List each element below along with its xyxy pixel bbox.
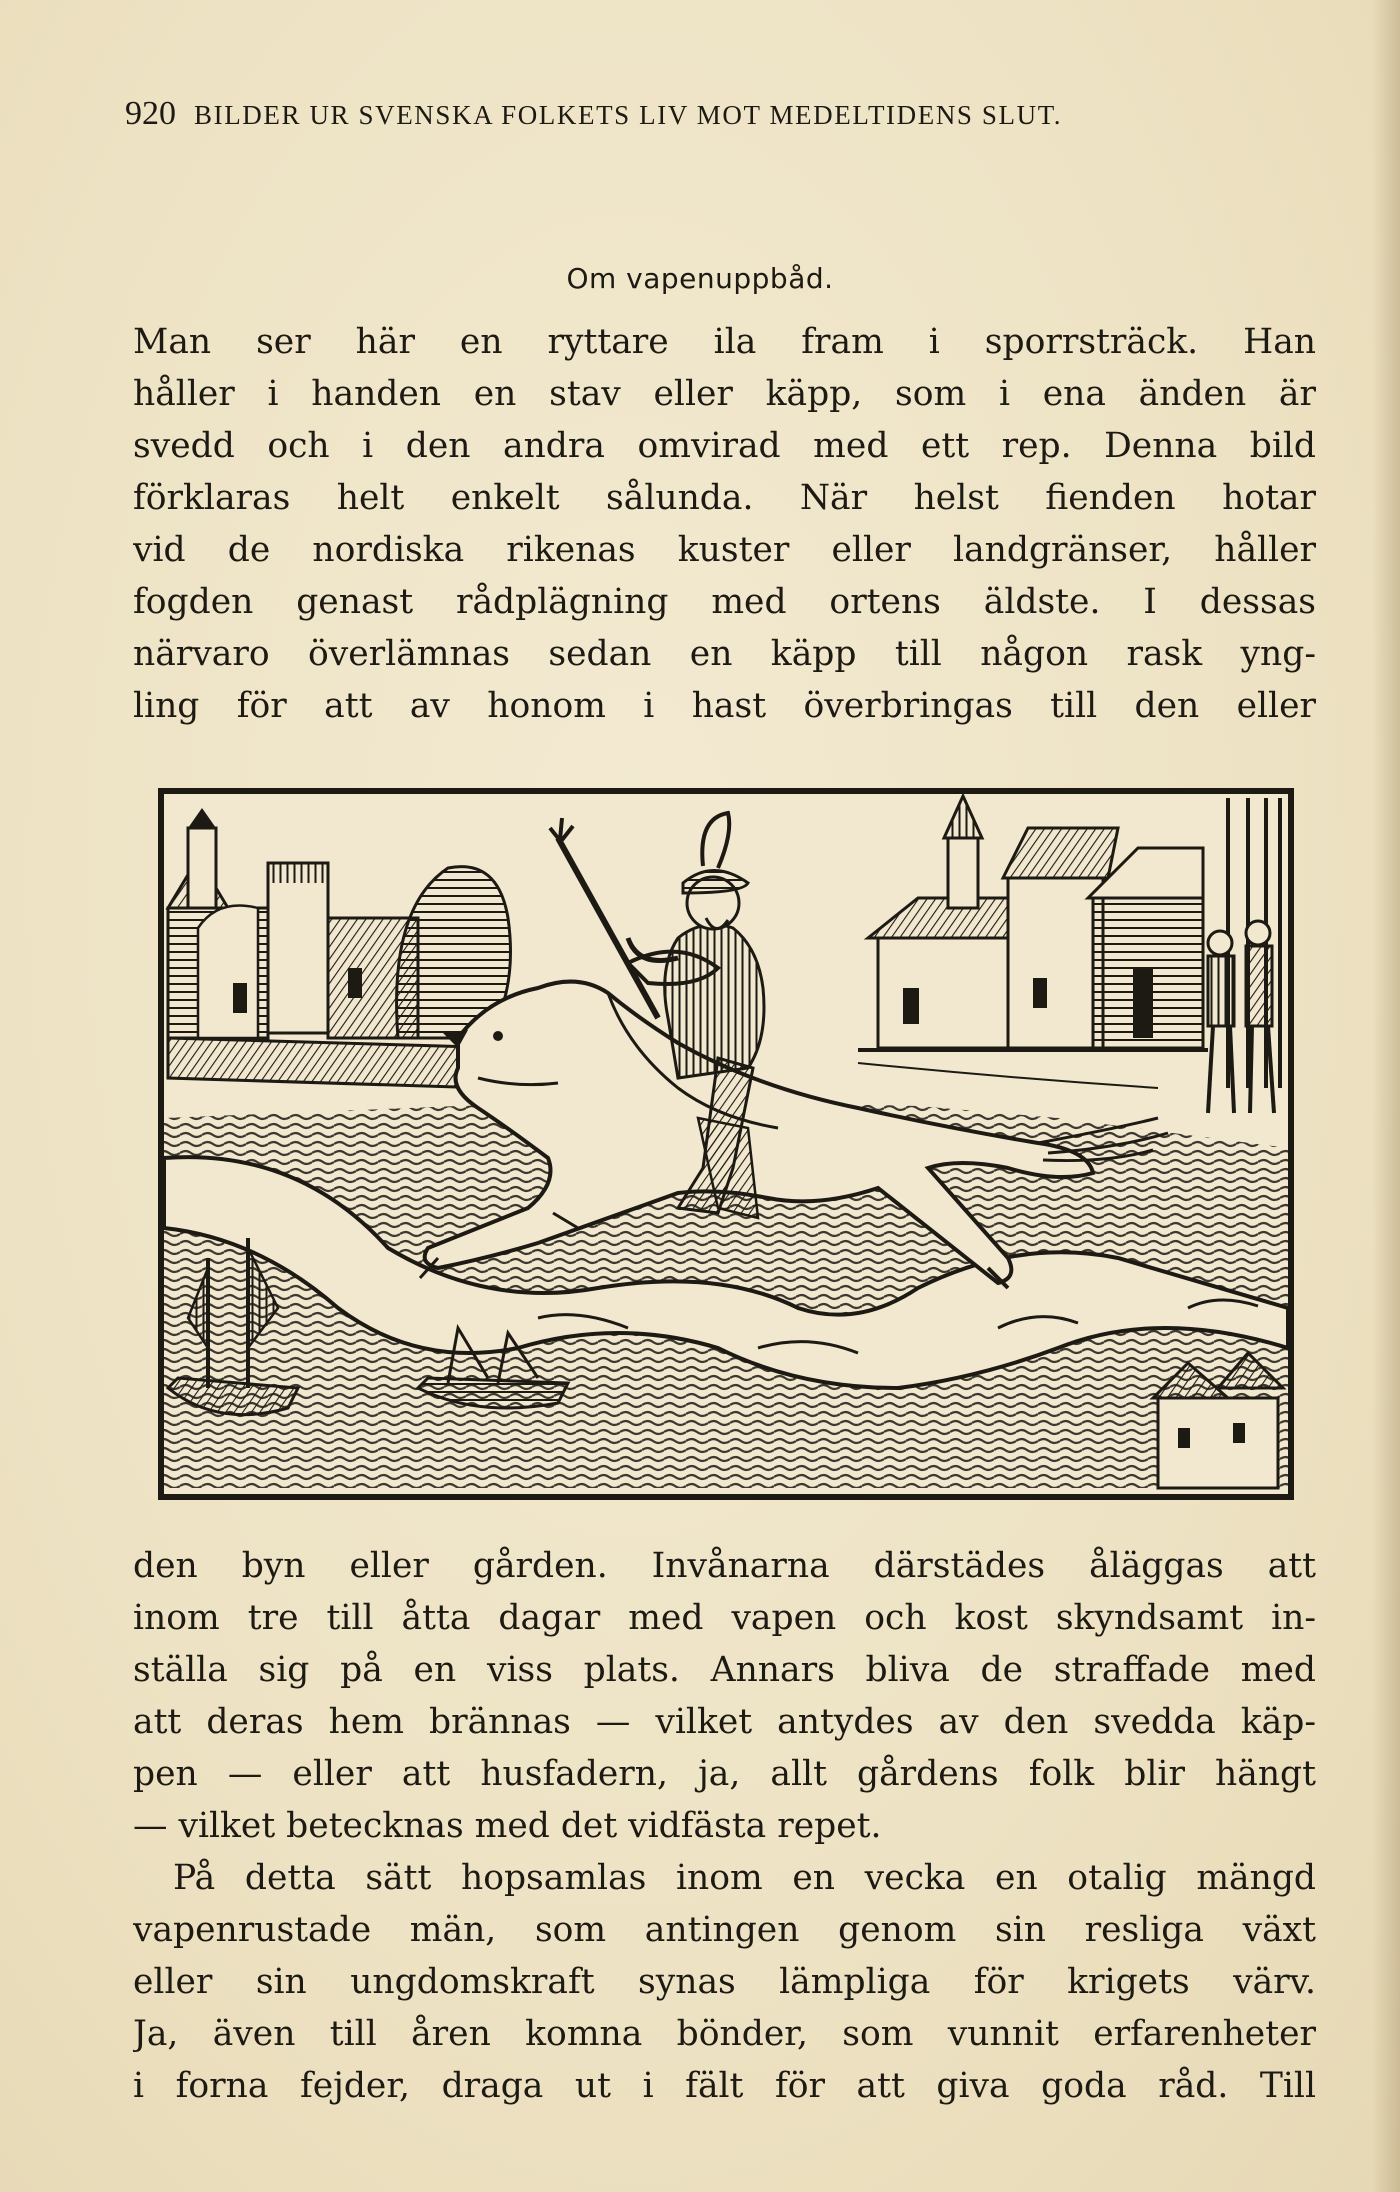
text-line: vid de nordiska rikenas kuster eller landgränser, håller [133, 530, 1316, 570]
text-line: Man ser här en ryttare ila fram i sporrsträck. Han [133, 322, 1316, 362]
text-line: den byn eller gården. Invånarna därstädes åläggas att [133, 1546, 1316, 1586]
woodcut-svg [158, 788, 1294, 1500]
running-header [125, 95, 1265, 133]
text-line: ling för att av honom i hast överbringas till den eller [133, 686, 1316, 726]
page-number: 920 [125, 95, 176, 132]
text-line: På detta sätt hopsamlas inom en vecka en otalig mängd [173, 1858, 1316, 1898]
page-edge-shadow [1372, 0, 1400, 2192]
text-line: att deras hem brännas — vilket antydes av den svedda käp- [133, 1702, 1316, 1742]
text-line: inom tre till åtta dagar med vapen och kost skyndsamt in- [133, 1598, 1316, 1638]
text-line: vapenrustade män, som antingen genom sin resliga växt [133, 1910, 1316, 1950]
text-line: ställa sig på en viss plats. Annars bliva de straffade med [133, 1650, 1316, 1690]
text-line: svedd och i den andra omvirad med ett rep. Denna bild [133, 426, 1316, 466]
text-line: förklaras helt enkelt sålunda. När helst fienden hotar [133, 478, 1316, 518]
woodcut-illustration [158, 788, 1294, 1500]
text-line: Ja, även till åren komna bönder, som vunnit erfarenheter [133, 2014, 1316, 2054]
text-line: — vilket betecknas med det vidfästa repet. [133, 1806, 882, 1846]
text-line: fogden genast rådplägning med ortens äldste. I dessas [133, 582, 1316, 622]
text-line: i forna fejder, draga ut i fält för att giva goda råd. Till [133, 2066, 1316, 2106]
section-title: Om vapenuppbåd. [566, 262, 834, 295]
text-line: pen — eller att husfadern, ja, allt gårdens folk blir hängt [133, 1754, 1316, 1794]
text-line: eller sin ungdomskraft synas lämpliga för krigets värv. [133, 1962, 1316, 2002]
running-title: BILDER UR SVENSKA FOLKETS LIV MOT MEDELTIDENS SLUT. [194, 100, 1063, 130]
text-line: håller i handen en stav eller käpp, som i ena änden är [133, 374, 1316, 414]
text-line: närvaro överlämnas sedan en käpp till någon rask yng- [133, 634, 1316, 674]
